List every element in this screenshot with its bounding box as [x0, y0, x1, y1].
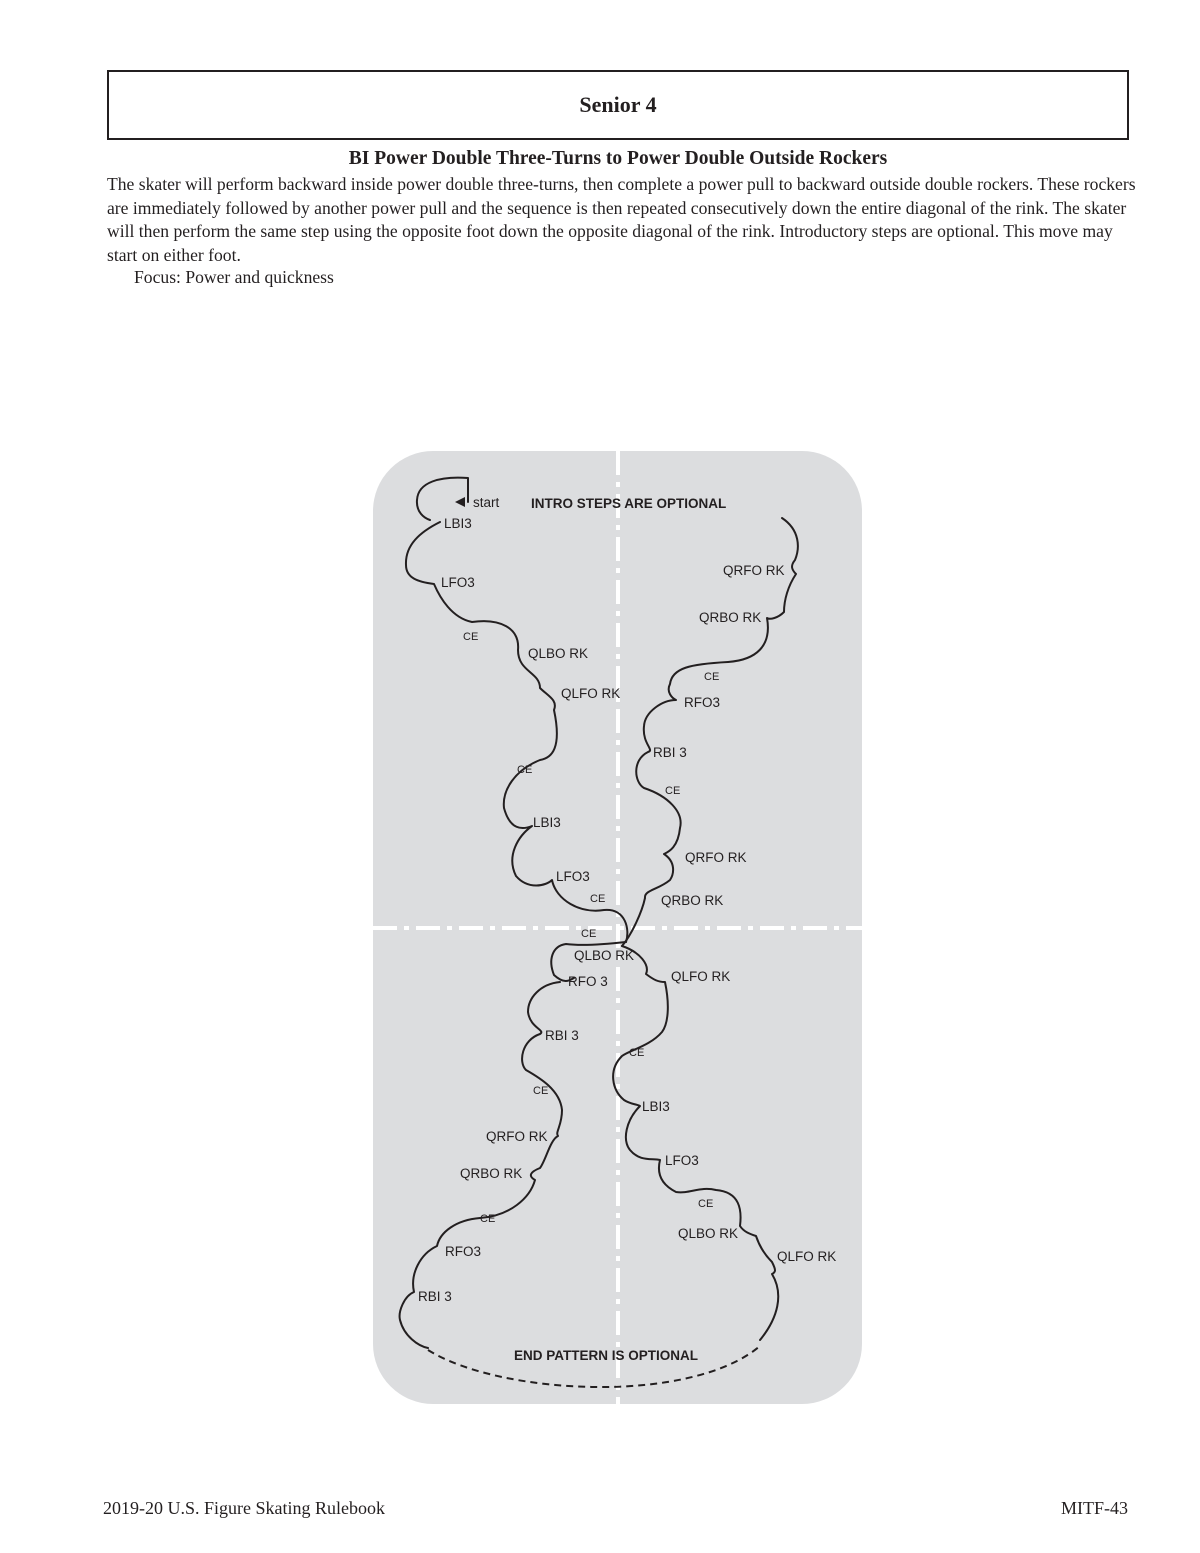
start-label: start	[473, 495, 500, 510]
move-title: BI Power Double Three-Turns to Power Double Outside Rockers	[348, 148, 888, 169]
step-label: RBI 3	[545, 1028, 579, 1043]
step-label: CE	[704, 671, 720, 683]
step-label: RFO3	[684, 695, 721, 710]
step-label: CE	[629, 1047, 645, 1059]
step-label: LBI3	[444, 516, 472, 531]
step-label: QLFO RK	[561, 686, 621, 701]
step-label: RFO3	[445, 1244, 482, 1259]
level-title: Senior 4	[579, 92, 657, 117]
step-label: QLFO RK	[671, 969, 731, 984]
step-label: LFO3	[441, 575, 475, 590]
step-label: QLFO RK	[777, 1249, 837, 1264]
step-label: QRBO RK	[460, 1166, 523, 1181]
step-label: CE	[665, 785, 681, 797]
step-label: CE	[698, 1198, 714, 1210]
step-label: QLBO RK	[678, 1226, 739, 1241]
intro-note: INTRO STEPS ARE OPTIONAL	[531, 496, 727, 511]
step-label: RBI 3	[653, 745, 687, 760]
step-label: LBI3	[642, 1099, 670, 1114]
move-focus: Focus: Power and quickness	[134, 267, 334, 287]
step-label: CE	[463, 631, 479, 643]
move-description: The skater will perform backward inside power double three-turns, then complete a power pull to backward outside double rockers. These rockers are immediately followed by another power pull and the sequence is then repeated consecutively down the entire diagonal of the rink. The skater will then perform the same step using the opposite foot down the opposite diagonal of the rink. Introductory steps are optional. This move may start on either foot.	[107, 174, 1136, 265]
end-note: END PATTERN IS OPTIONAL	[514, 1348, 699, 1363]
step-label: CE	[480, 1213, 496, 1225]
step-label: LFO3	[556, 869, 590, 884]
step-label: LBI3	[533, 815, 561, 830]
step-label: QRBO RK	[699, 610, 762, 625]
step-label: CE	[590, 893, 606, 905]
step-label: RBI 3	[418, 1289, 452, 1304]
step-label: QLBO RK	[528, 646, 589, 661]
step-label: RFO 3	[568, 974, 608, 989]
step-label: LFO3	[665, 1153, 699, 1168]
footer-rulebook-title: 2019-20 U.S. Figure Skating Rulebook	[103, 1498, 385, 1518]
step-label: CE	[533, 1085, 549, 1097]
step-label: QRBO RK	[661, 893, 724, 908]
step-label: CE	[581, 928, 597, 940]
step-label: QLBO RK	[574, 948, 635, 963]
step-label: QRFO RK	[685, 850, 747, 865]
step-label: QRFO RK	[486, 1129, 548, 1144]
step-label: QRFO RK	[723, 563, 785, 578]
footer-page-number: MITF-43	[1061, 1498, 1128, 1518]
step-label: CE	[517, 764, 533, 776]
